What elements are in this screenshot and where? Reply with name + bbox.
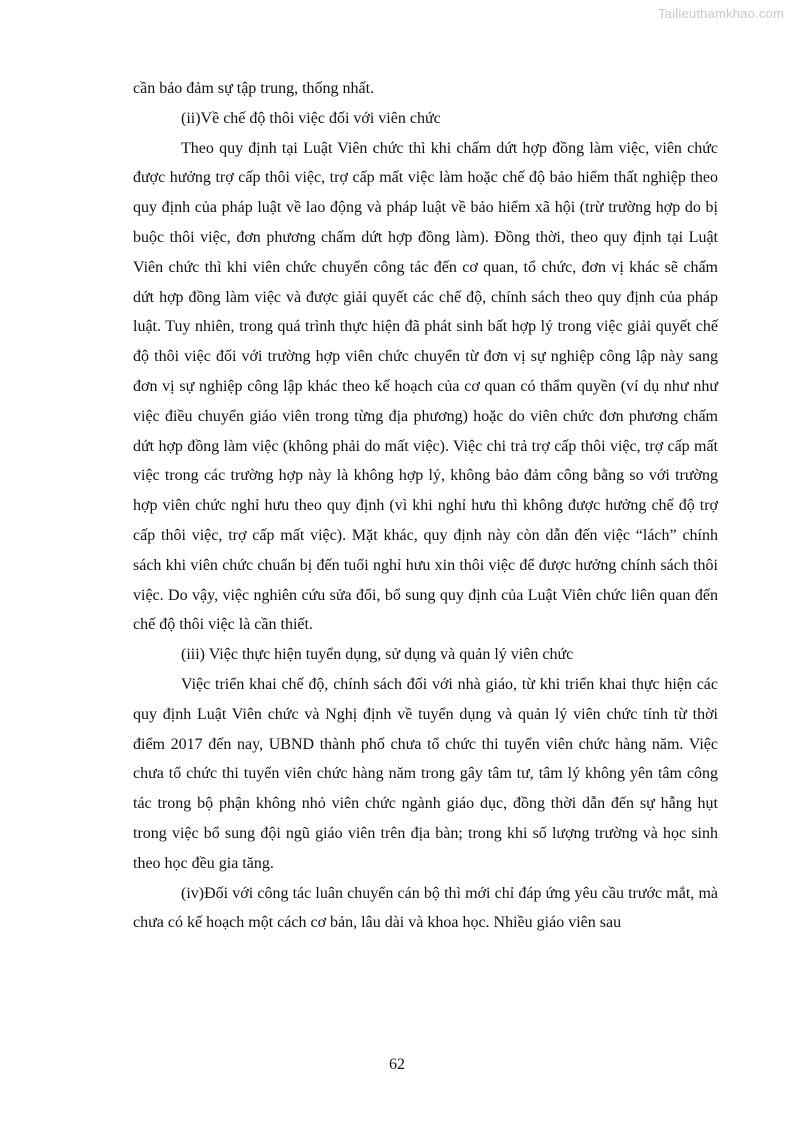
section-heading-iii: (iii) Việc thực hiện tuyển dụng, sử dụng và quản lý viên chức — [181, 646, 574, 664]
paragraph-recruitment: Việc triển khai chế độ, chính sách đối với nhà giáo, từ khi triển khai thực hiện các quy định Luật Viên chức và Nghị định về tuyển dụng và quản lý viên chức tính từ thời điểm 2017 đến nay, UBND thành phố chưa tổ chức thi tuyển viên chức hàng năm. Việc chưa tổ chức thi tuyển viên chức hàng năm trong gây tâm tư, tâm lý không yên tâm công tác trong bộ phận không nhỏ viên chức ngành giáo dục, đồng thời dẫn đến sự hẫng hụt trong việc bổ sung đội ngũ giáo viên trên địa bàn; trong khi số lượng trường và học sinh theo học đều gia tăng. — [133, 675, 718, 872]
paragraph-severance-regime: Theo quy định tại Luật Viên chức thì khi chấm dứt hợp đồng làm việc, viên chức được hưởng trợ cấp thôi việc, trợ cấp mất việc làm hoặc chế độ bảo hiểm thất nghiệp theo quy định của pháp luật về lao động và pháp luật về bảo hiểm xã hội (trừ trường hợp do bị buộc thôi việc, đơn phương chấm dứt hợp đồng làm). Đồng thời, theo quy định tại Luật Viên chức thì khi viên chức chuyển công tác đến cơ quan, tổ chức, đơn vị khác sẽ chấm dứt hợp đồng làm việc và được giải quyết các chế độ, chính sách theo quy định của pháp luật. Tuy nhiên, trong quá trình thực hiện đã phát sinh bất hợp lý trong việc giải quyết chế độ thôi việc đối với trường hợp viên chức chuyển từ đơn vị sự nghiệp công lập này sang đơn vị sự nghiệp công lập khác theo kế hoạch của cơ quan có thẩm quyền (ví dụ như như việc điều chuyển giáo viên trong từng địa phương) hoặc do viên chức đơn phương chấm dứt hợp đồng làm việc (không phải do mất việc). Việc chi trả trợ cấp thôi việc, trợ cấp mất việc trong các trường hợp này là không hợp lý, không bảo đảm công bằng so với trường hợp viên chức nghỉ hưu theo quy định (vì khi nghỉ hưu thì không được hưởng chế độ trợ cấp thôi việc, trợ cấp mất việc). Mặt khác, quy định này còn dẫn đến việc “lách” chính sách khi viên chức chuẩn bị đến tuổi nghỉ hưu xin thôi việc để được hưởng chính sách thôi việc. Do vậy, việc nghiên cứu sửa đổi, bổ sung quy định của Luật Viên chức liên quan đến chế độ thôi việc là cần thiết. — [133, 139, 718, 634]
watermark-text: Tailieuthamkhao.com — [658, 6, 784, 21]
page-number: 62 — [389, 1056, 405, 1073]
document-body — [133, 74, 718, 938]
section-heading-ii: (ii)Về chế độ thôi việc đối với viên chức — [181, 109, 441, 127]
paragraph-rotation: (iv)Đối với công tác luân chuyển cán bộ thì mới chỉ đáp ứng yêu cầu trước mắt, mà chưa có kế hoạch một cách cơ bản, lâu dài và khoa học. Nhiều giáo viên sau — [133, 884, 718, 932]
paragraph-continuation: cần bảo đảm sự tập trung, thống nhất. — [133, 80, 375, 97]
